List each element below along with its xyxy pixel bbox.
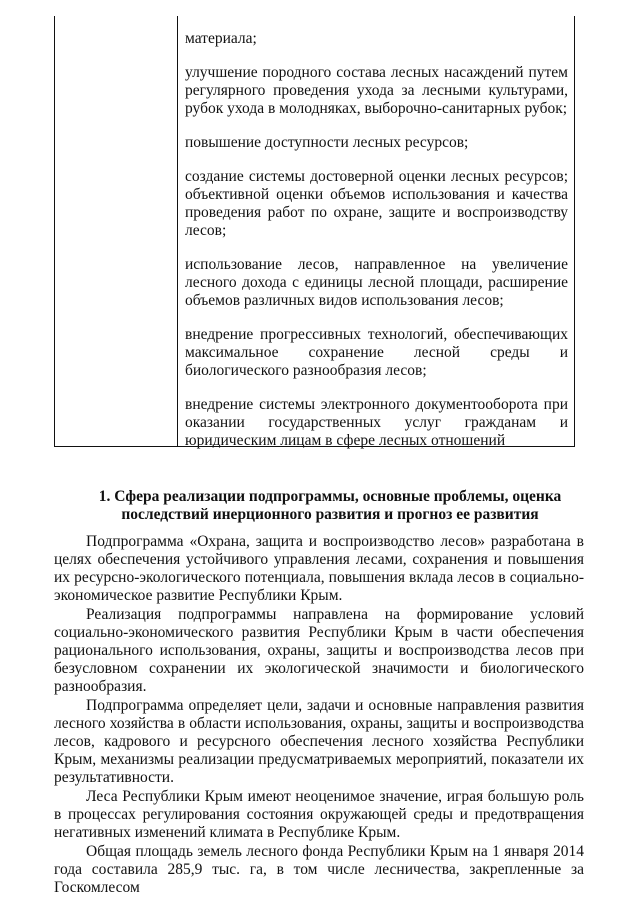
table-item: создание системы достоверной оценки лесных ресурсов; объективной оценки объемов использования и качества проведения работ по охране, защите и воспроизводству лесов; (185, 168, 568, 239)
section-heading: 1. Сфера реализации подпрограммы, основные проблемы, оценка последствий инерционного развития и прогноз ее развития (98, 488, 562, 523)
body-paragraph: Реализация подпрограммы направлена на формирование условий социально-экономического развития Республики Крым в части обеспечения рационального использования, охраны, защиты и воспроизводства лесов при безусловном сохранении их экологической значимости и биологического разнообразия. (54, 606, 584, 695)
table-item: внедрение прогрессивных технологий, обеспечивающих максимальное сохранение лесной среды и биологического разнообразия лесов; (185, 326, 568, 379)
body-paragraph: Подпрограмма «Охрана, защита и воспроизводство лесов» разработана в целях обеспечения устойчивого управления лесами, сохранения и повышения их ресурсно-экологического потенциала, повышения вклада лесов в социально-экономическое развитие Республики Крым. (54, 533, 584, 604)
body-paragraph: Общая площадь земель лесного фонда Республики Крым на 1 января 2014 года составила 285,9 тыс. га, в том числе лесничества, закрепленные за Госкомлесом (54, 843, 584, 896)
table-item: использование лесов, направленное на увеличение лесного дохода с единицы лесной площади, расширение объемов различных видов использования лесов; (185, 256, 568, 309)
body-paragraph: Подпрограмма определяет цели, задачи и основные направления развития лесного хозяйства в области использования, охраны, защиты и воспроизводства лесов, кадрового и ресурсного обеспечения лесного хозяйства Республики Крым, механизмы реализации предусматриваемых мероприятий, показатели их результативности. (54, 697, 584, 786)
table-cell-measures (185, 16, 568, 450)
section-body (54, 533, 584, 897)
table-item: внедрение системы электронного документооборота при оказании государственных услуг гражданам и юридическим лицам в сфере лесных отношений (185, 396, 568, 449)
table-item: материала; (185, 30, 257, 47)
table-column-divider (177, 16, 178, 446)
body-paragraph: Леса Республики Крым имеют неоценимое значение, играя большую роль в процессах регулирования состояния окружающей среды и предотвращения негативных изменений климата в Республике Крым. (54, 788, 584, 841)
table-item: повышение доступности лесных ресурсов; (185, 134, 469, 151)
measures-table (54, 16, 575, 447)
table-item: улучшение породного состава лесных насаждений путем регулярного проведения ухода за лесными культурами, рубок ухода в молодняках, выборочно-санитарных рубок; (185, 64, 568, 117)
